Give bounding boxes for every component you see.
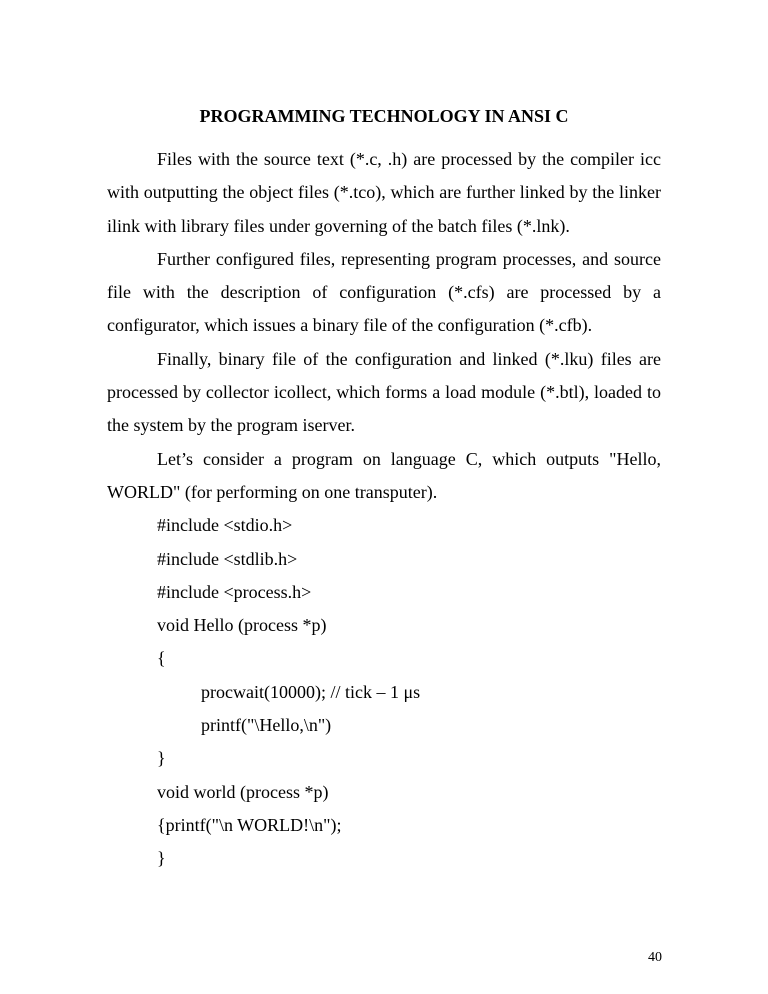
code-line: printf("\Hello,\n") — [201, 715, 332, 736]
page-number: 40 — [648, 950, 662, 965]
paragraph-collection: Finally, binary file of the configuration and linked (*.lku) files are processed by collector icollect, which forms a load module (*.btl), loaded to the system by the program iserver. — [107, 348, 661, 436]
paragraph-configuration: Further configured files, representing program processes, and source file with the description of configuration (*.cfs) are processed by a configurator, which issues a binary file of the configuration (*.cfb). — [107, 248, 661, 336]
page-title: PROGRAMMING TECHNOLOGY IN ANSI C — [199, 106, 569, 126]
page-content — [107, 95, 661, 876]
code-line: #include <stdlib.h> — [157, 548, 298, 569]
code-line: {printf("\n WORLD!\n"); — [157, 814, 342, 835]
paragraph-compilation: Files with the source text (*.c, .h) are processed by the compiler icc with outputting the object files (*.tco), which are further linked by the linker ilink with library files under governing of the batch files (*.lnk). — [107, 149, 661, 236]
code-line: void Hello (process *p) — [157, 615, 327, 636]
code-line: void world (process *p) — [157, 781, 329, 802]
code-line: procwait(10000); // tick – 1 μs — [201, 681, 421, 702]
code-listing — [107, 509, 661, 875]
paragraph-example-intro: Let’s consider a program on language C, which outputs "Hello, WORLD" (for performing on one transputer). — [107, 448, 661, 502]
code-line: } — [157, 848, 166, 869]
code-line: #include <stdio.h> — [157, 515, 293, 536]
code-line: { — [157, 648, 166, 669]
code-line: } — [157, 748, 166, 769]
code-line: #include <process.h> — [157, 581, 312, 602]
